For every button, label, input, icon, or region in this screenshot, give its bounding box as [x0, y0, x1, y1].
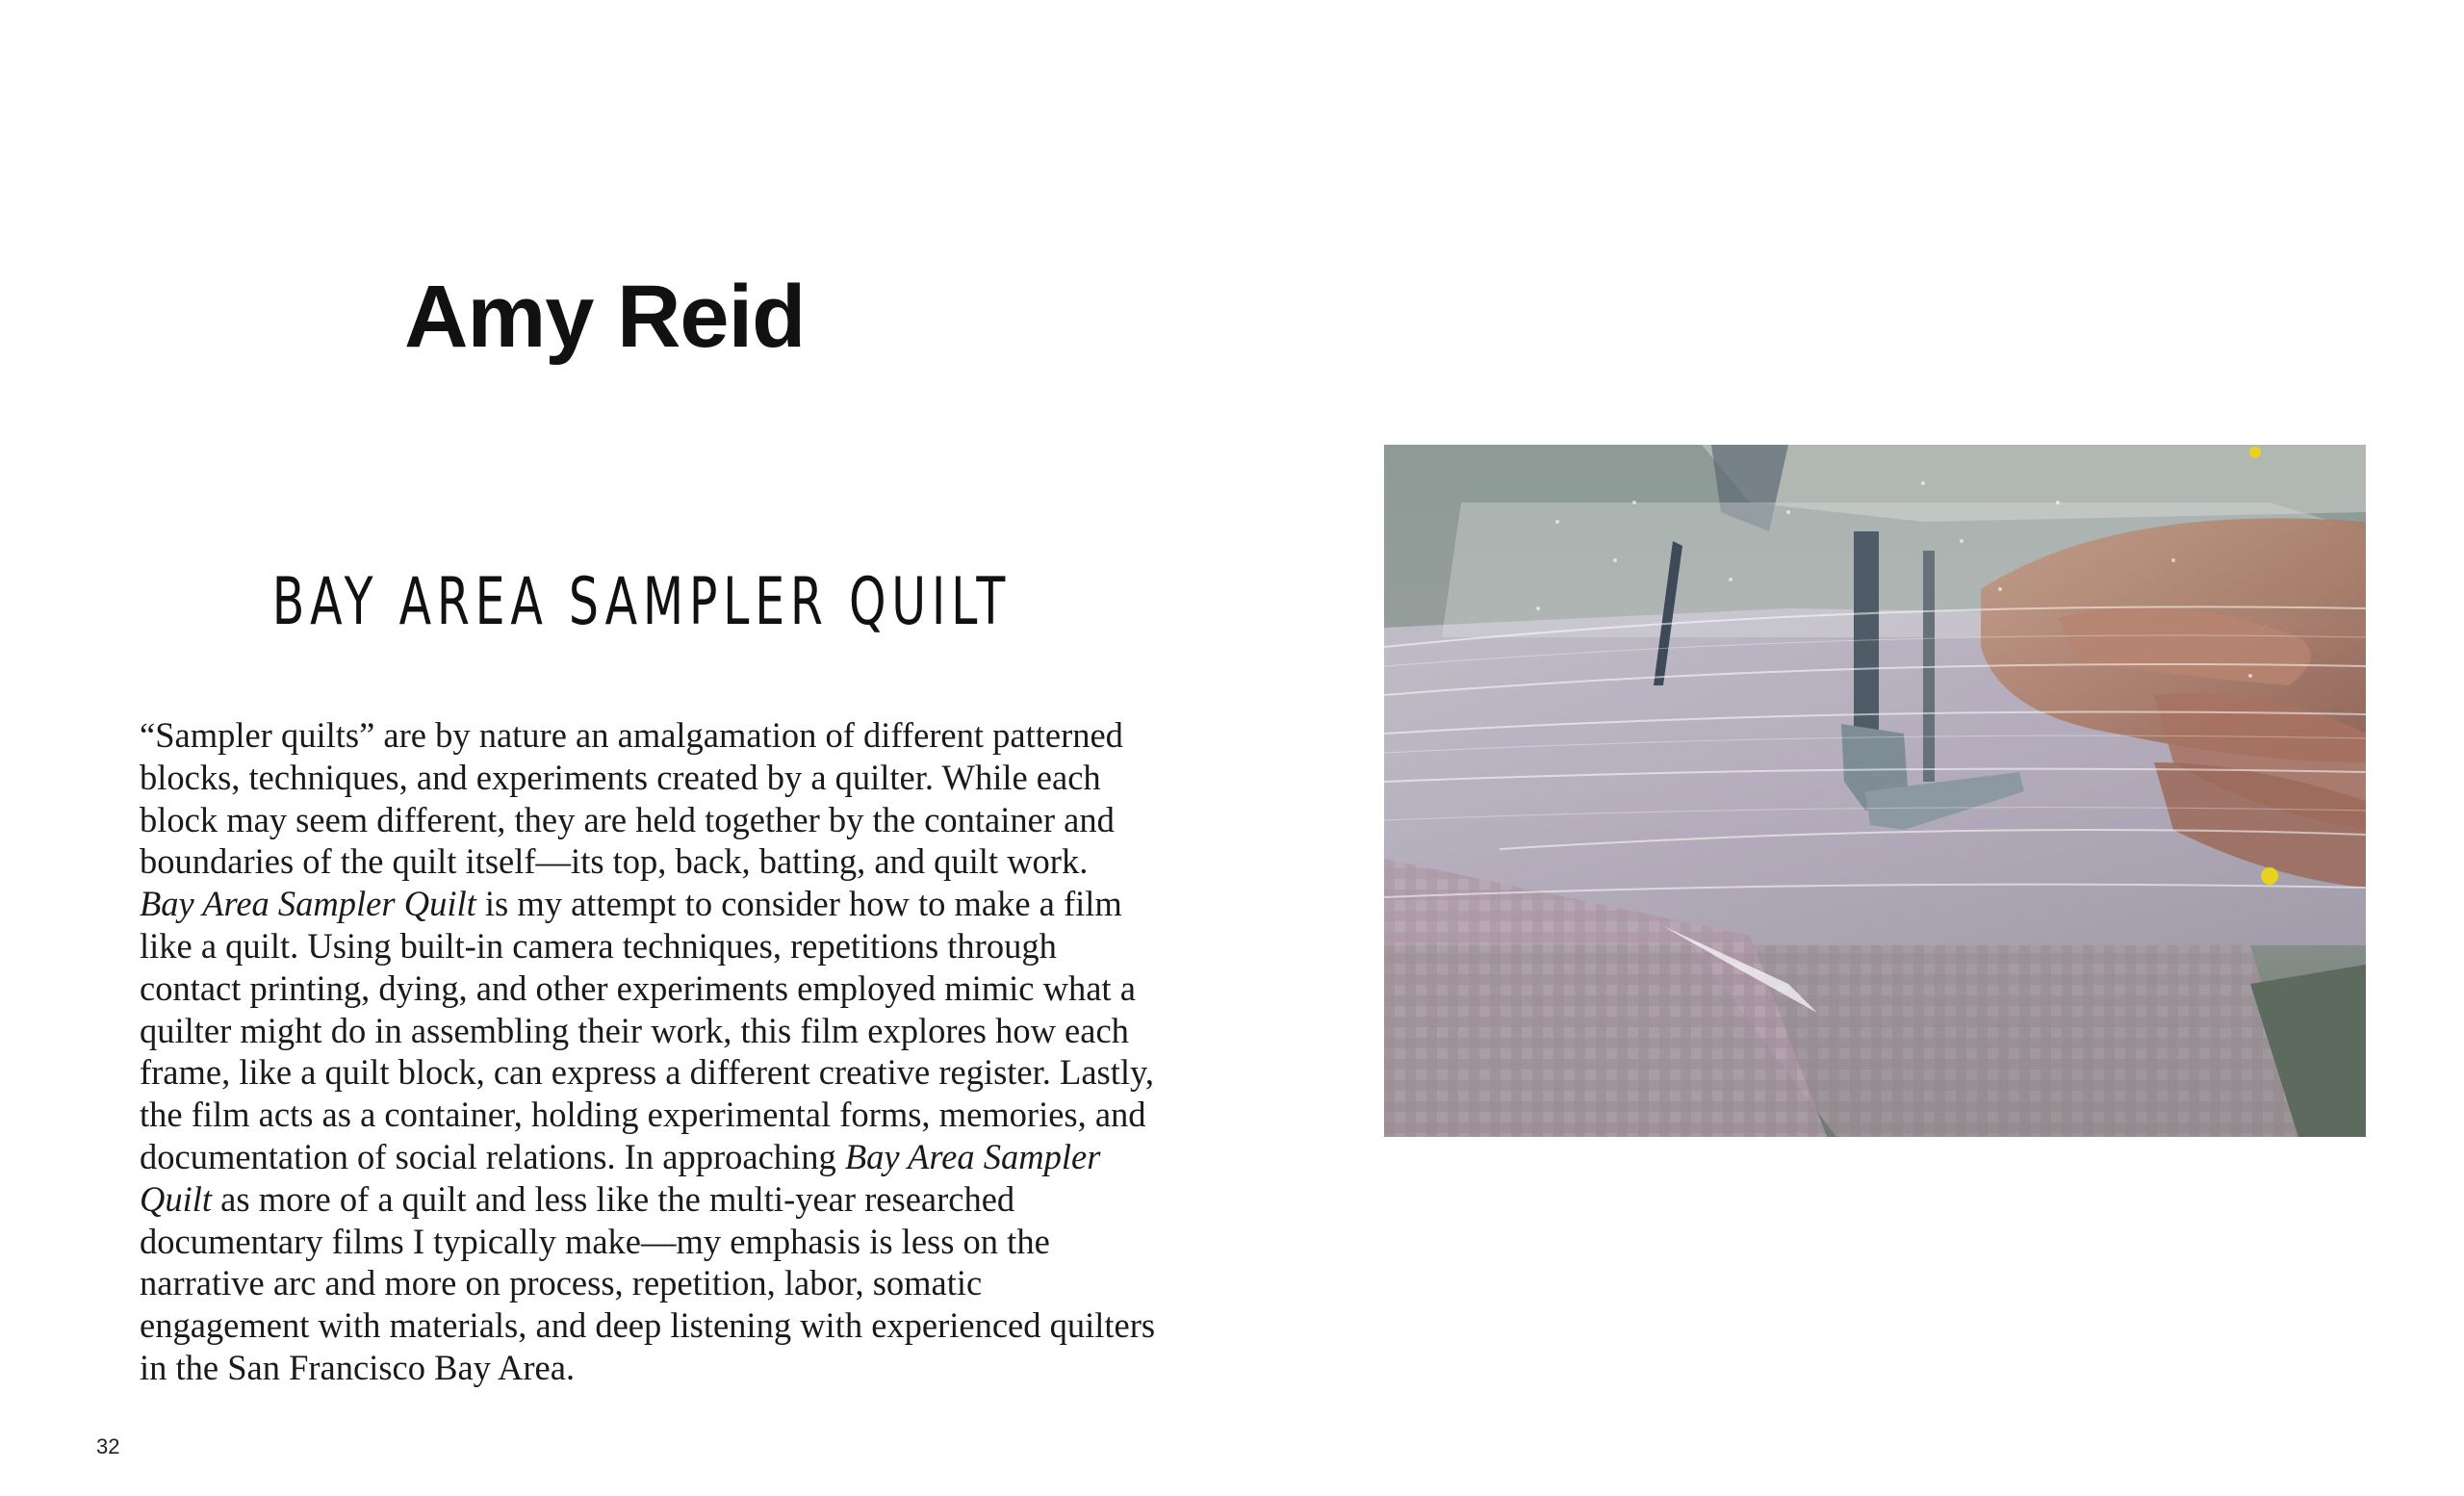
film-title-italic: Quilt: [140, 1178, 213, 1219]
body-text-run: quilter might do in assembling their work, this film explores how each: [140, 1010, 1129, 1050]
body-text-run: “Sampler quilts” are by nature an amalgamation of different patterned: [140, 715, 1123, 755]
body-line: [140, 1304, 1156, 1347]
body-line: [140, 840, 1121, 883]
body-text-run: documentary films I typically make—my emphasis is less on the: [140, 1221, 1050, 1261]
body-text-run: blocks, techniques, and experiments created by a quilter. While each: [140, 757, 1101, 797]
sewing-machine-photo: [1384, 445, 2366, 1137]
body-text-run: the film acts as a container, holding experimental forms, memories, and: [140, 1095, 1146, 1135]
work-title: BAY AREA SAMPLER QUILT: [271, 564, 1012, 640]
body-line: [140, 1051, 1155, 1094]
body-text-run: engagement with materials, and deep listening with experienced quilters: [140, 1305, 1156, 1346]
body-line: [140, 1347, 1121, 1389]
body-text-run: frame, like a quilt block, can express a different creative register. Lastly,: [140, 1052, 1155, 1093]
body-line: [140, 799, 1121, 841]
body-line: [140, 1136, 1121, 1178]
film-title-italic: Bay Area Sampler: [844, 1136, 1101, 1176]
body-text-run: documentation of social relations. In approaching: [140, 1136, 845, 1176]
body-text-run: narrative arc and more on process, repetition, labor, somatic: [140, 1263, 983, 1303]
body-text-run: is my attempt to consider how to make a film: [475, 884, 1122, 924]
body-line: [140, 1221, 1121, 1263]
body-line: [140, 1010, 1129, 1052]
body-text-run: like a quilt. Using built-in camera techniques, repetitions through: [140, 925, 1057, 966]
body-line: [140, 1262, 1121, 1304]
body-line: [140, 714, 1121, 757]
body-text-run: block may seem different, they are held together by the container and: [140, 799, 1115, 839]
body-line: [140, 757, 1121, 799]
body-text-run: in the San Francisco Bay Area.: [140, 1347, 576, 1387]
body-paragraph: [140, 714, 1156, 1389]
body-line: [140, 883, 1121, 925]
body-text-run: contact printing, dying, and other experiments employed mimic what a: [140, 967, 1136, 1008]
author-name: Amy Reid: [404, 268, 806, 366]
body-text-run: as more of a quilt and less like the multi-year researched: [212, 1178, 1015, 1219]
body-text-run: boundaries of the quilt itself—its top, back, batting, and quilt work.: [140, 841, 1089, 882]
film-title-italic: Bay Area Sampler Quilt: [140, 884, 476, 924]
body-line: [140, 1094, 1146, 1136]
film-still-photo: [1384, 445, 2366, 1137]
body-line: [140, 925, 1121, 967]
page-number: 32: [96, 1434, 120, 1458]
body-line: [140, 1178, 1121, 1221]
body-line: [140, 967, 1136, 1010]
